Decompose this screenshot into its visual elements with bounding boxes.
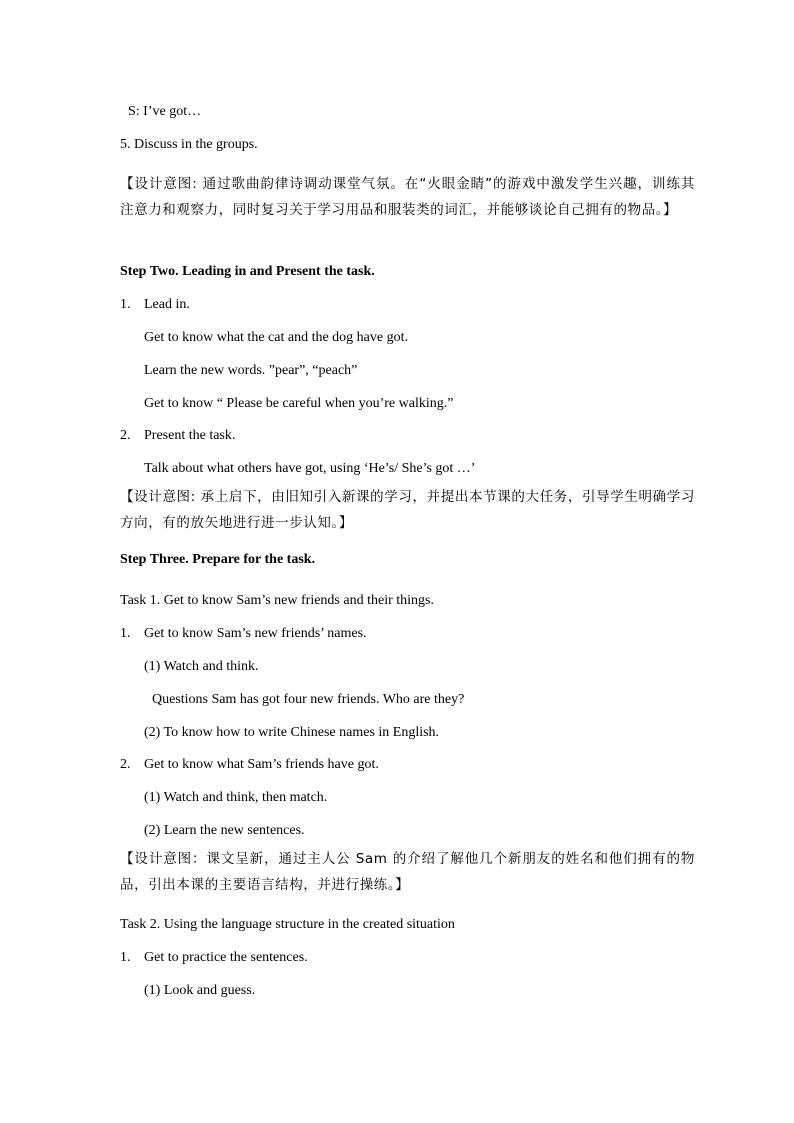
list-text: Get to know what Sam’s friends have got.: [144, 757, 379, 772]
new-words-line: Learn the new words. ”pear”, “peach”: [144, 363, 358, 378]
design-intent-1: 【设计意图: 通过歌曲韵律诗调动课堂气氛。在“火眼金睛”的游戏中激发学生兴趣，训练其注意力和观察力，同时复习关于学习用品和服装类的词汇，并能够谈论自己拥有的物品。】: [120, 176, 695, 218]
cat-dog-line: Get to know what the cat and the dog have got.: [144, 330, 408, 345]
task-2-line: Task 2. Using the language structure in the created situation: [120, 917, 455, 932]
list-number: 2.: [120, 428, 131, 443]
design-intent-2: 【设计意图: 承上启下，由旧知引入新课的学习，并提出本节课的大任务，引导学生明确学习方向，有的放矢地进行进一步认知。】: [120, 489, 695, 531]
step-three-heading: Step Three. Prepare for the task.: [120, 552, 316, 567]
friends-have-item: [120, 756, 379, 774]
student-line: S: I’ve got…: [128, 104, 202, 119]
list-number: 2.: [120, 757, 131, 772]
list-text: Get to know Sam’s new friends’ names.: [144, 626, 367, 641]
list-text: Lead in.: [144, 297, 190, 312]
list-number: 1.: [120, 297, 131, 312]
list-number: 1.: [120, 950, 131, 965]
list-text: Present the task.: [144, 428, 236, 443]
watch-think-line: (1) Watch and think.: [144, 659, 259, 674]
design-intent-3: 【设计意图：课文呈新，通过主人公 Sam 的介绍了解他几个新朋友的姓名和他们拥有的物品，引出本课的主要语言结构，并进行操练。】: [120, 851, 695, 893]
questions-line: Questions Sam has got four new friends. Who are they?: [152, 692, 465, 707]
practice-item: [120, 949, 308, 967]
watch-match-line: (1) Watch and think, then match.: [144, 790, 328, 805]
talk-about-line: Talk about what others have got, using ‘He’s/ She’s got …’: [144, 461, 476, 476]
task-1-line: Task 1. Get to know Sam’s new friends and their things.: [120, 593, 434, 608]
discuss-line: 5. Discuss in the groups.: [120, 137, 258, 152]
learn-sentences-line: (2) Learn the new sentences.: [144, 823, 305, 838]
look-guess-line: (1) Look and guess.: [144, 983, 256, 998]
names-item: [120, 625, 367, 643]
careful-line: Get to know “ Please be careful when you’re walking.”: [144, 396, 454, 411]
step-two-heading: Step Two. Leading in and Present the task.: [120, 264, 375, 279]
list-text: Get to practice the sentences.: [144, 950, 308, 965]
chinese-names-line: (2) To know how to write Chinese names in English.: [144, 725, 440, 740]
present-task-item: [120, 427, 235, 445]
list-number: 1.: [120, 626, 131, 641]
lead-in-item: [120, 296, 190, 314]
